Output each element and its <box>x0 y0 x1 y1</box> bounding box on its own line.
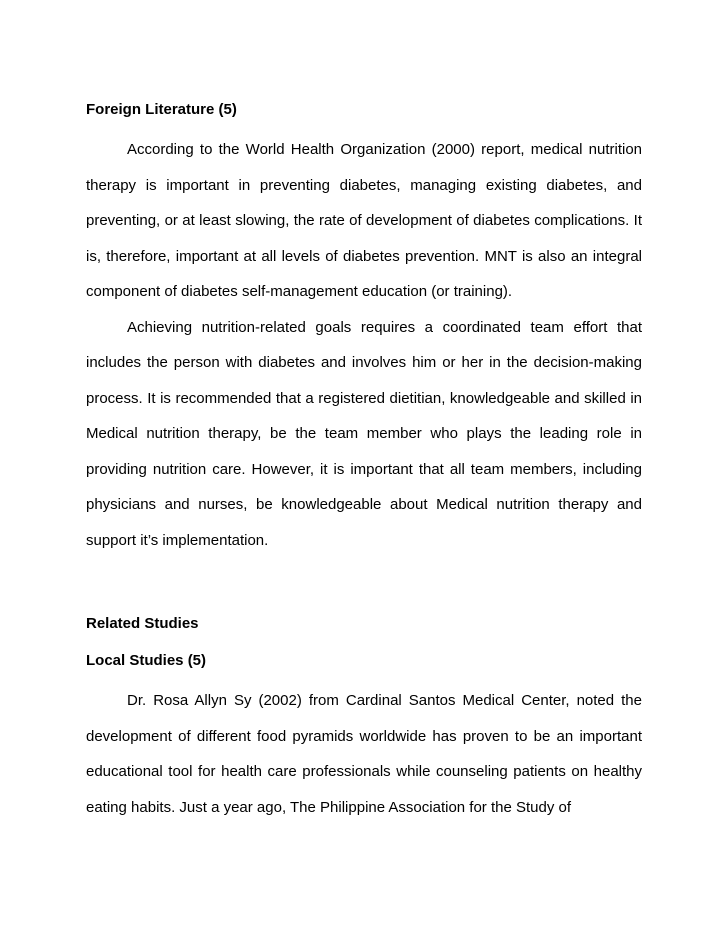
document-body <box>86 101 642 825</box>
heading-local-studies: Local Studies (5) <box>86 652 207 669</box>
heading-related-studies: Related Studies <box>86 615 199 632</box>
paragraph-local-1: Dr. Rosa Allyn Sy (2002) from Cardinal Santos Medical Center, noted the development of different food pyramids worldwide has proven to be an important educational tool for health care professionals while counseling patients on healthy eating habits. Just a year ago, The Philippine Association for the Study of <box>86 692 642 816</box>
paragraph-foreign-2: Achieving nutrition-related goals requires a coordinated team effort that includes the person with diabetes and involves him or her in the decision-making process. It is recommended that a registered dietitian, knowledgeable and skilled in Medical nutrition therapy, be the team member who plays the leading role in providing nutrition care. However, it is important that all team members, including physicians and nurses, be knowledgeable about Medical nutrition therapy and support it’s implementation. <box>86 318 642 549</box>
paragraph-foreign-1: According to the World Health Organization (2000) report, medical nutrition therapy is important in preventing diabetes, managing existing diabetes, and preventing, or at least slowing, the rate of development of diabetes complications. It is, therefore, important at all levels of diabetes prevention. MNT is also an integral component of diabetes self-management education (or training). <box>86 141 642 300</box>
heading-foreign-literature: Foreign Literature (5) <box>86 101 237 118</box>
